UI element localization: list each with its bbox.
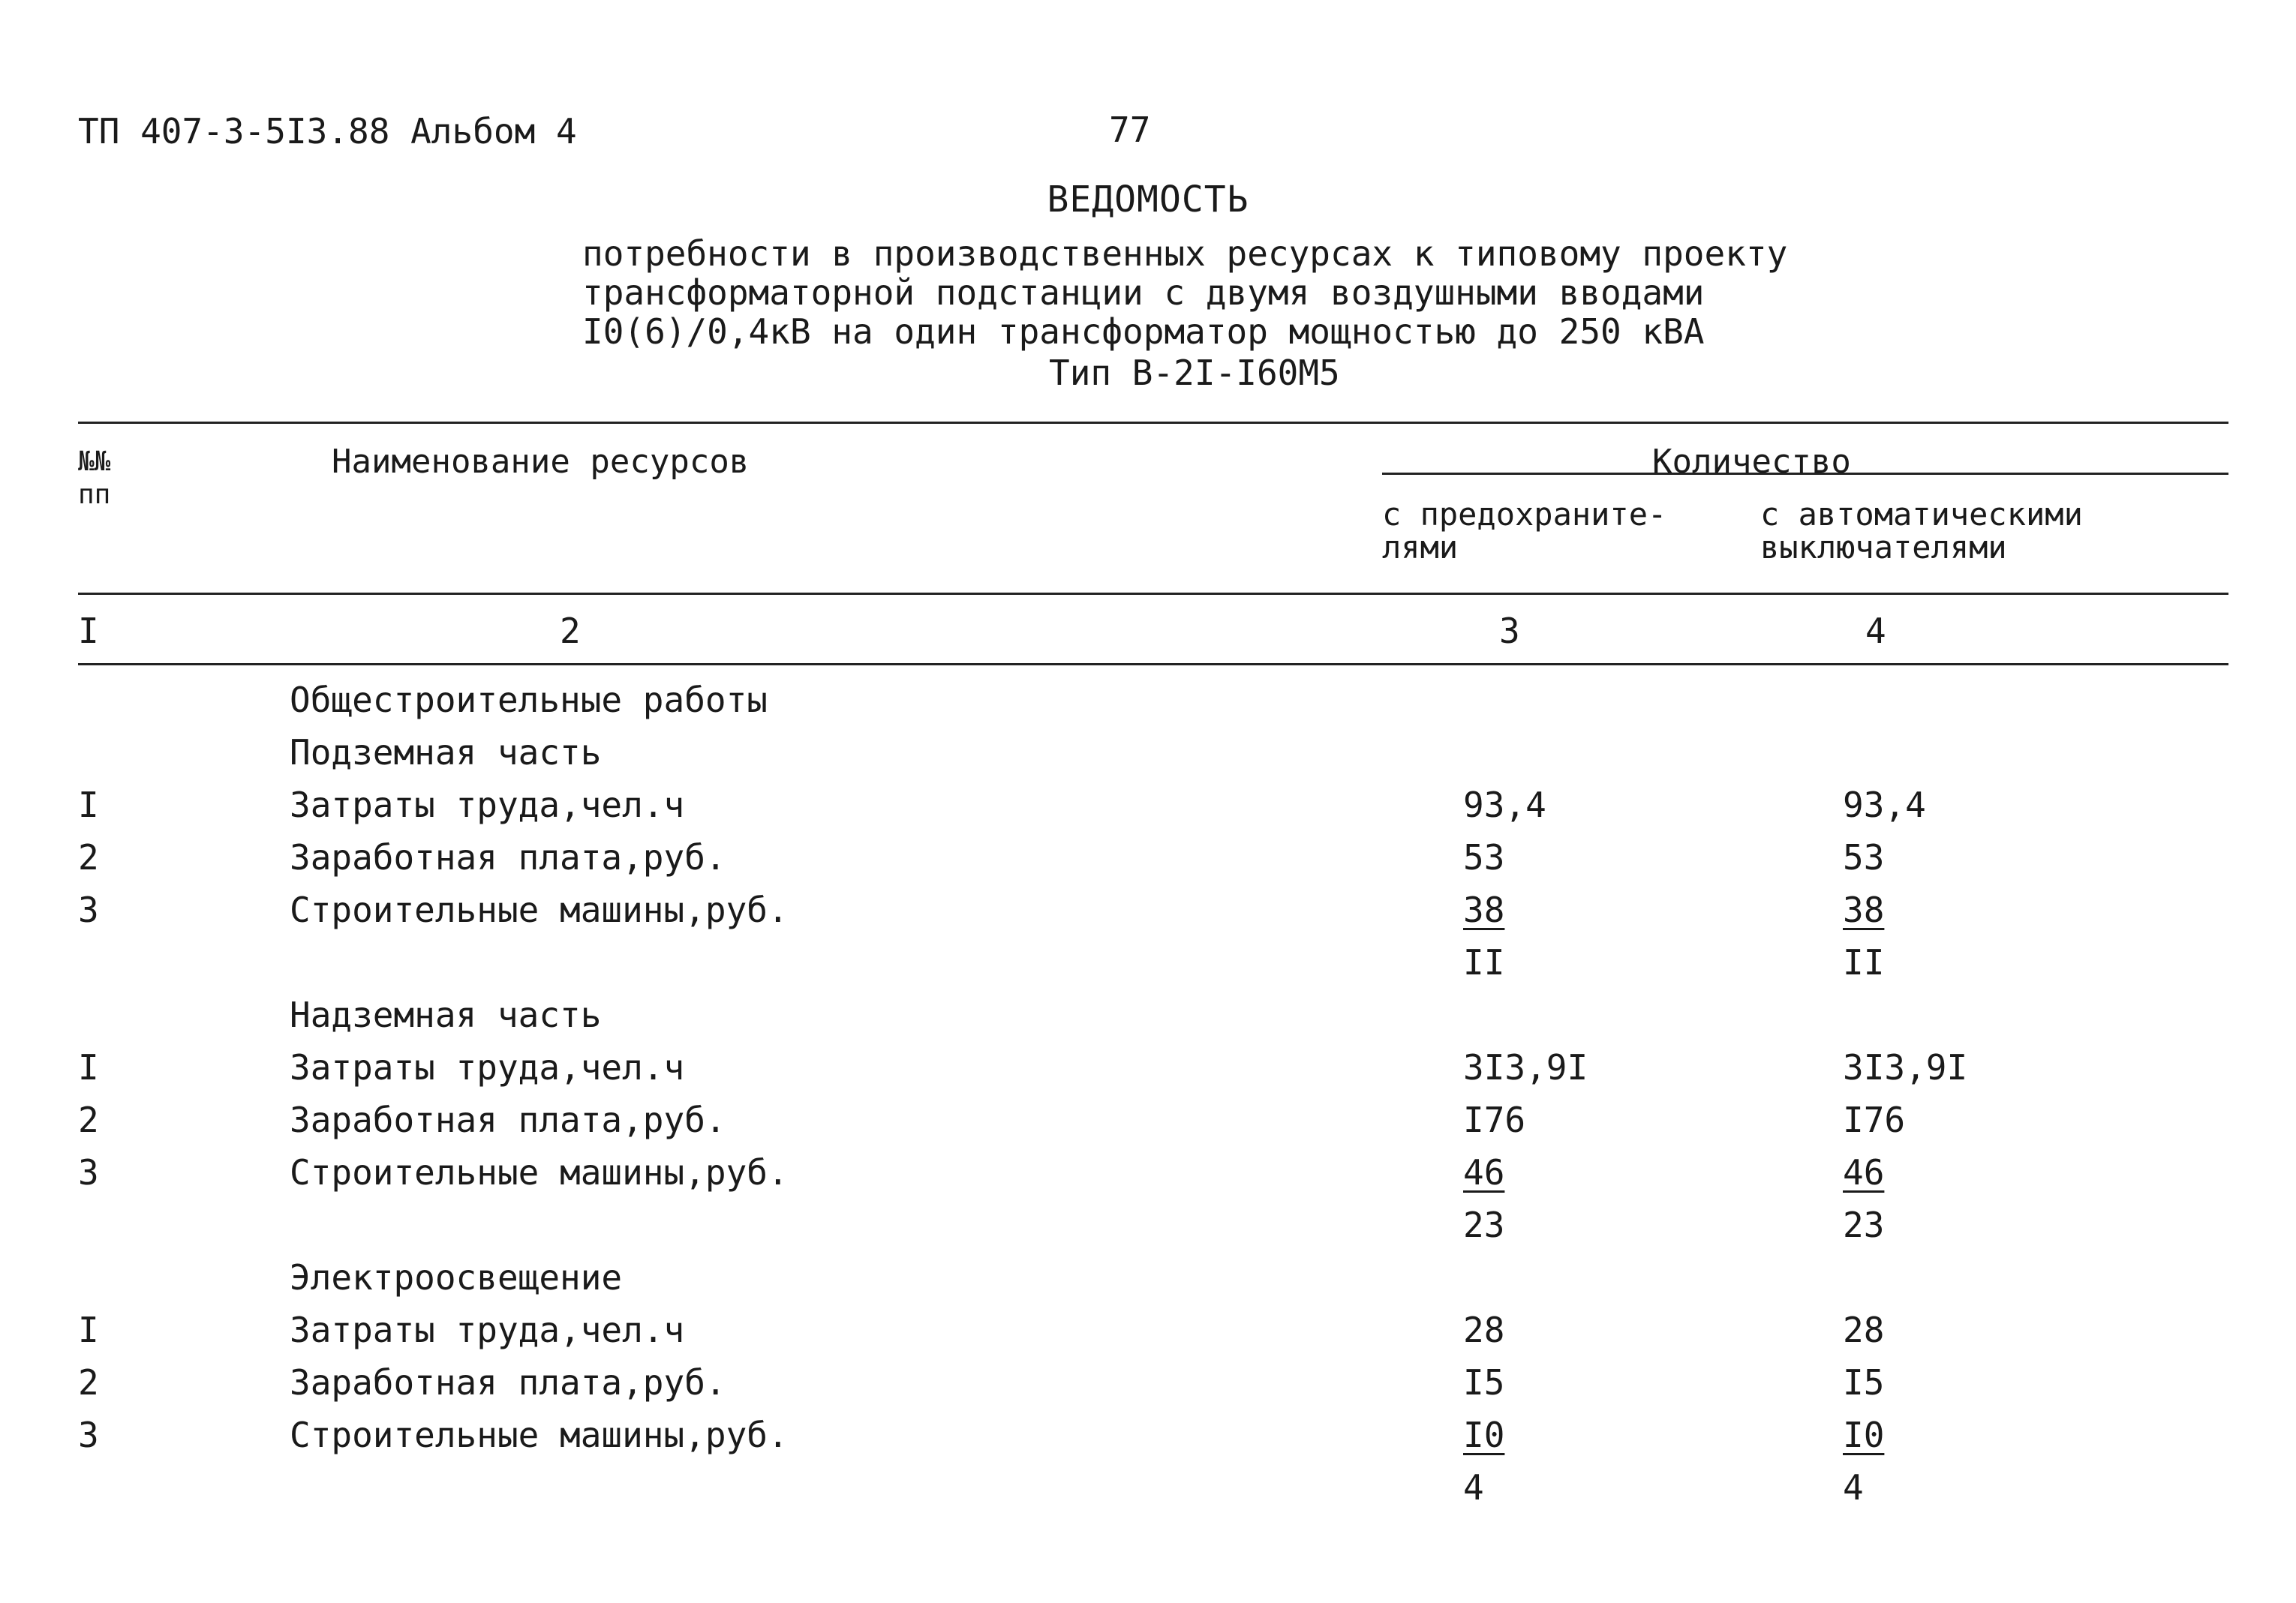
column-numbers-rule xyxy=(78,663,2228,665)
subtitle-line: I0(6)/0,4кВ на один трансформатор мощностью до 250 кВА xyxy=(582,311,1705,352)
header-with-breakers-line2: выключателями xyxy=(1760,529,2007,566)
header-with-fuses-line2: лями xyxy=(1382,529,1459,566)
section-subtitle: Подземная часть xyxy=(290,732,602,773)
row-resource-name: Затраты труда,чел.ч xyxy=(290,1047,685,1088)
column-number-3: 3 xyxy=(1499,611,1520,651)
row-number: I xyxy=(78,1047,99,1088)
row-value-breakers: 93,4 xyxy=(1843,785,1926,825)
row-value-fuses: 3I3,9I xyxy=(1463,1047,1588,1088)
section-title: Электроосвещение xyxy=(290,1257,623,1298)
row-resource-name: Заработная плата,руб. xyxy=(290,1362,726,1403)
row-value-fuses-secondary: 23 xyxy=(1463,1205,1505,1245)
header-with-fuses-line1: с предохраните- xyxy=(1382,496,1667,533)
row-number: 2 xyxy=(78,1100,99,1140)
row-value-breakers: 38 xyxy=(1843,890,1885,930)
row-resource-name: Заработная плата,руб. xyxy=(290,837,726,878)
header-bottom-rule xyxy=(78,593,2228,595)
row-value-fuses: 38 xyxy=(1463,890,1505,930)
header-number xyxy=(78,446,110,512)
column-number-4: 4 xyxy=(1865,611,1886,651)
header-with-breakers-line1: с автоматическими xyxy=(1760,496,2083,533)
section-title: Надземная часть xyxy=(290,995,602,1035)
table-top-rule xyxy=(78,422,2228,424)
header-with-breakers xyxy=(1760,498,2083,564)
row-value-fuses: 53 xyxy=(1463,837,1505,878)
row-number: I xyxy=(78,785,99,825)
row-value-fuses-secondary: 4 xyxy=(1463,1467,1484,1508)
row-value-breakers: 3I3,9I xyxy=(1843,1047,1968,1088)
row-resource-name: Заработная плата,руб. xyxy=(290,1100,726,1140)
row-value-fuses: 28 xyxy=(1463,1310,1505,1350)
row-number: 2 xyxy=(78,1362,99,1403)
row-value-breakers: 53 xyxy=(1843,837,1885,878)
row-value-fuses: 46 xyxy=(1463,1152,1505,1193)
document-subtitle xyxy=(582,234,1787,351)
row-resource-name: Строительные машины,руб. xyxy=(290,890,789,930)
row-resource-name: Затраты труда,чел.ч xyxy=(290,1310,685,1350)
row-resource-name: Строительные машины,руб. xyxy=(290,1415,789,1455)
subtitle-line: потребности в производственных ресурсах к типовому проекту xyxy=(582,233,1788,274)
row-value-breakers: 46 xyxy=(1843,1152,1885,1193)
row-value-breakers-secondary: 23 xyxy=(1843,1205,1885,1245)
header-resource-name: Наименование ресурсов xyxy=(332,443,750,481)
column-number-2: 2 xyxy=(560,611,581,651)
row-number: I xyxy=(78,1310,99,1350)
row-value-fuses: I5 xyxy=(1463,1362,1505,1403)
row-value-breakers-secondary: II xyxy=(1843,942,1885,983)
row-number: 3 xyxy=(78,1152,99,1193)
row-value-breakers: I76 xyxy=(1843,1100,1906,1140)
header-with-fuses xyxy=(1382,498,1666,564)
row-value-fuses-secondary: II xyxy=(1463,942,1505,983)
row-value-breakers: I5 xyxy=(1843,1362,1885,1403)
row-number: 2 xyxy=(78,837,99,878)
header-number-line1: №№ xyxy=(78,446,111,477)
row-resource-name: Строительные машины,руб. xyxy=(290,1152,789,1193)
substation-type: Тип В-2I-I60М5 xyxy=(1049,353,1340,393)
row-value-fuses: 93,4 xyxy=(1463,785,1546,825)
document-title: ВЕДОМОСТЬ xyxy=(1047,179,1249,221)
row-value-breakers: 28 xyxy=(1843,1310,1885,1350)
header-quantity: Количество xyxy=(1652,443,1851,481)
row-resource-name: Затраты труда,чел.ч xyxy=(290,785,685,825)
page-number: 77 xyxy=(1109,110,1151,150)
subtitle-line: трансформаторной подстанции с двумя воздушными вводами xyxy=(582,272,1705,313)
row-value-breakers: I0 xyxy=(1843,1415,1885,1455)
section-title: Общестроительные работы xyxy=(290,680,768,720)
row-value-breakers-secondary: 4 xyxy=(1843,1467,1864,1508)
header-number-line2: пп xyxy=(78,479,111,510)
row-value-fuses: I76 xyxy=(1463,1100,1526,1140)
row-value-fuses: I0 xyxy=(1463,1415,1505,1455)
row-number: 3 xyxy=(78,890,99,930)
column-number-1: I xyxy=(78,611,99,651)
row-number: 3 xyxy=(78,1415,99,1455)
document-code: ТП 407-3-5I3.88 Альбом 4 xyxy=(78,111,577,152)
